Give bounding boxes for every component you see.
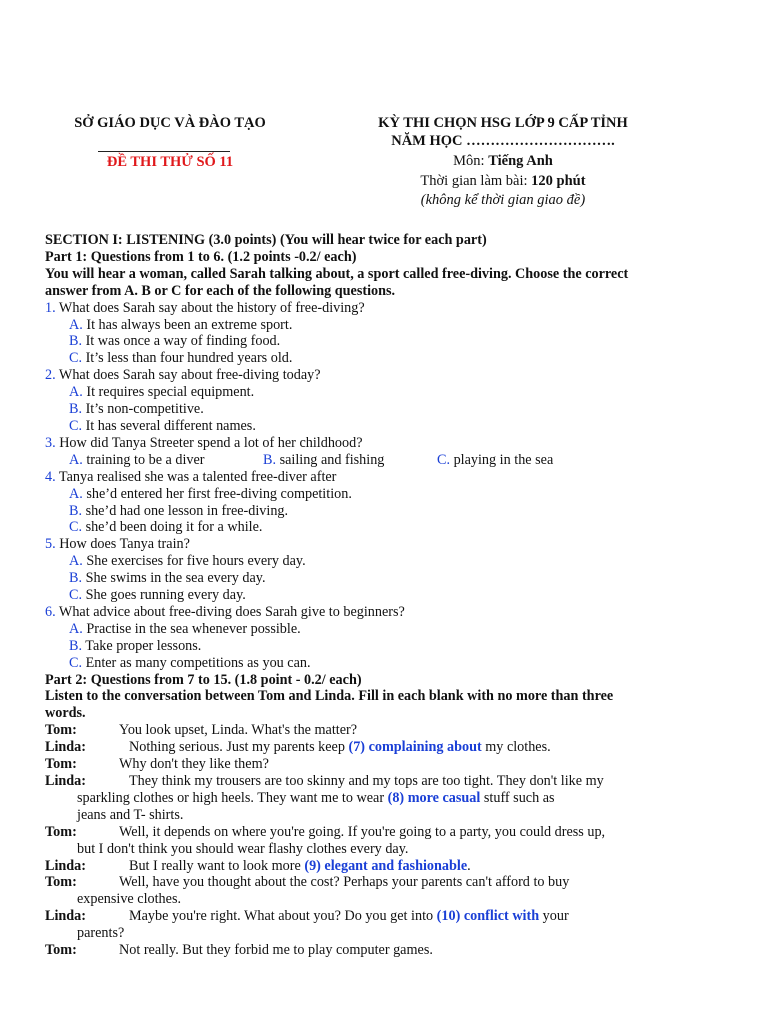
dialogue-continuation: but I don't think you should wear flashy clothes every day. — [77, 840, 409, 857]
answer-7: (7) complaining about — [348, 739, 482, 756]
option-text: She goes running every day. — [82, 587, 246, 604]
option-letter: C. — [69, 417, 83, 434]
part2-title: Part 2: Questions from 7 to 15. (1.8 point - 0.2/ each) — [45, 671, 362, 688]
speaker-label: Tom: — [45, 722, 77, 739]
section-title: SECTION I: LISTENING (3.0 points) (You will hear twice for each part) — [45, 232, 487, 248]
time-label: Thời gian làm bài: — [420, 173, 532, 189]
header-divider — [98, 151, 230, 152]
question-text: How did Tanya Streeter spend a lot of her childhood? — [55, 434, 363, 451]
option-letter: C. — [69, 350, 83, 367]
option-text: training to be a diver — [82, 451, 205, 468]
speaker-label: Tom: — [45, 942, 77, 959]
option-letter: B. — [69, 333, 83, 350]
dialogue-text: . — [467, 857, 471, 874]
option — [45, 401, 735, 418]
answer-8: (8) more casual — [387, 789, 481, 806]
option — [45, 655, 735, 672]
exam-title: KỲ THI CHỌN HSG LỚP 9 CẤP TỈNH — [378, 115, 628, 131]
dialogue-text: Well, it depends on where you're going. If you're going to a party, you could dress up, — [119, 823, 606, 840]
dialogue-text: But I really want to look more — [129, 857, 305, 874]
dialogue-text: They think my trousers are too skinny and my tops are too tight. They don't like my — [129, 773, 604, 789]
subject-line — [338, 153, 668, 170]
speaker-label: Tom: — [45, 874, 77, 891]
option-letter: B. — [69, 401, 83, 418]
option-letter: A. — [69, 485, 83, 502]
dialogue-line — [45, 756, 735, 773]
option-text: She exercises for five hours every day. — [82, 553, 306, 570]
speaker-label: Tom: — [45, 756, 77, 773]
time-value: 120 phút — [531, 173, 586, 189]
option-text: Practise in the sea whenever possible. — [82, 620, 301, 637]
option-text: It requires special equipment. — [82, 384, 255, 401]
dialogue-continuation — [45, 790, 735, 807]
dialogue-text: Why don't they like them? — [119, 756, 269, 773]
option-text: playing in the sea — [450, 451, 554, 468]
dialogue-continuation: jeans and T- shirts. — [77, 806, 184, 823]
option — [45, 638, 735, 655]
option-text: It’s non-competitive. — [82, 401, 204, 418]
option-text: Enter as many competitions as you can. — [82, 654, 311, 671]
option-letter: A. — [69, 553, 83, 570]
option-row — [45, 452, 735, 469]
question-text: Tanya realised she was a talented free-diver after — [55, 468, 337, 485]
option — [45, 503, 735, 520]
question-number: 5. — [45, 536, 56, 553]
time-note: (không kể thời gian giao đề) — [420, 192, 586, 208]
dialogue-line — [45, 874, 735, 891]
answer-9: (9) elegant and fashionable — [304, 857, 468, 874]
option-letter: B. — [69, 570, 83, 587]
part2-instruction: Listen to the conversation between Tom and Linda. Fill in each blank with no more than three — [45, 688, 614, 705]
option-text: Take proper lessons. — [82, 637, 202, 654]
option-letter: A. — [69, 620, 83, 637]
question-number: 4. — [45, 468, 56, 485]
option-text: It’s less than four hundred years old. — [82, 350, 293, 367]
dialogue-text: my clothes. — [481, 739, 551, 756]
option-text: she’d had one lesson in free-diving. — [82, 502, 289, 519]
option — [69, 452, 263, 469]
question-number: 3. — [45, 434, 56, 451]
dialogue-line — [45, 773, 735, 790]
option-text: she’d been doing it for a while. — [82, 519, 263, 536]
option — [45, 621, 735, 638]
dialogue-text: Nothing serious. Just my parents keep — [129, 739, 349, 756]
speaker-label: Linda: — [45, 739, 87, 756]
dialogue-line — [45, 908, 735, 925]
option — [263, 452, 437, 469]
speaker-label: Linda: — [45, 908, 87, 925]
part1-instruction: You will hear a woman, called Sarah talking about, a sport called free-diving. Choose the correct — [45, 265, 629, 282]
part1-instruction-cont: answer from A. B or C for each of the following questions. — [45, 282, 396, 299]
question-number: 6. — [45, 603, 56, 620]
dialogue-text: Well, have you thought about the cost? Perhaps your parents can't afford to buy — [119, 874, 570, 891]
option-letter: C. — [437, 451, 451, 468]
question — [45, 604, 735, 621]
dialogue-text: sparkling clothes or high heels. They want me to wear — [77, 789, 388, 806]
department-name: SỞ GIÁO DỤC VÀ ĐÀO TẠO — [74, 115, 266, 131]
question — [45, 469, 735, 486]
dialogue-text: stuff such as — [480, 789, 555, 806]
question — [45, 367, 735, 384]
dialogue-line — [45, 858, 735, 875]
dialogue-line — [45, 942, 735, 959]
option — [45, 570, 735, 587]
option — [45, 384, 735, 401]
option-text: she’d entered her first free-diving competition. — [82, 485, 352, 502]
time-line — [338, 173, 668, 190]
dialogue-line — [45, 824, 735, 841]
option-text: It has always been an extreme sport. — [82, 316, 293, 333]
option-text: She swims in the sea every day. — [82, 570, 266, 587]
question-text: What does Sarah say about the history of free-diving? — [55, 299, 365, 316]
part2-instruction-cont: words. — [45, 705, 86, 722]
option-text: sailing and fishing — [276, 451, 385, 468]
dialogue-line — [45, 722, 735, 739]
part1-title: Part 1: Questions from 1 to 6. (1.2 points -0.2/ each) — [45, 248, 357, 265]
option — [45, 553, 735, 570]
dialogue-text: Not really. But they forbid me to play computer games. — [119, 942, 433, 959]
option-text: It has several different names. — [82, 417, 256, 434]
speaker-label: Tom: — [45, 823, 77, 840]
speaker-label: Linda: — [45, 773, 87, 789]
question-text: What advice about free-diving does Sarah give to beginners? — [55, 603, 405, 620]
dialogue-text: your — [539, 908, 569, 925]
option — [45, 350, 735, 367]
option-letter: C. — [69, 519, 83, 536]
question-text: What does Sarah say about free-diving today? — [55, 367, 321, 384]
option-letter: B. — [263, 451, 277, 468]
subject-value: Tiếng Anh — [488, 153, 553, 169]
exam-content — [45, 232, 735, 959]
question-text: How does Tanya train? — [55, 536, 190, 553]
option-letter: A. — [69, 451, 83, 468]
option-letter: C. — [69, 654, 83, 671]
answer-10: (10) conflict with — [436, 908, 540, 925]
option-letter: B. — [69, 502, 83, 519]
speaker-label: Linda: — [45, 857, 87, 874]
option-letter: A. — [69, 384, 83, 401]
dialogue-continuation: expensive clothes. — [77, 891, 182, 908]
dialogue-line — [45, 739, 735, 756]
option — [45, 317, 735, 334]
question — [45, 435, 735, 452]
question — [45, 536, 735, 553]
dialogue-continuation: parents? — [77, 925, 125, 942]
option — [45, 418, 735, 435]
dialogue-text: Maybe you're right. What about you? Do you get into — [129, 908, 437, 925]
option-letter: A. — [69, 316, 83, 333]
school-year: NĂM HỌC …………………………. — [391, 133, 615, 149]
option-letter: B. — [69, 637, 83, 654]
question-number: 1. — [45, 299, 56, 316]
option-letter: C. — [69, 587, 83, 604]
option — [437, 452, 553, 469]
question-number: 2. — [45, 367, 56, 384]
option — [45, 519, 735, 536]
option-text: It was once a way of finding food. — [82, 333, 281, 350]
option — [45, 333, 735, 350]
subject-label: Môn: — [453, 153, 489, 169]
option — [45, 587, 735, 604]
question — [45, 300, 735, 317]
exam-number: ĐỀ THI THỬ SỐ 11 — [106, 154, 234, 170]
dialogue-text: You look upset, Linda. What's the matter? — [119, 722, 358, 739]
option — [45, 486, 735, 503]
